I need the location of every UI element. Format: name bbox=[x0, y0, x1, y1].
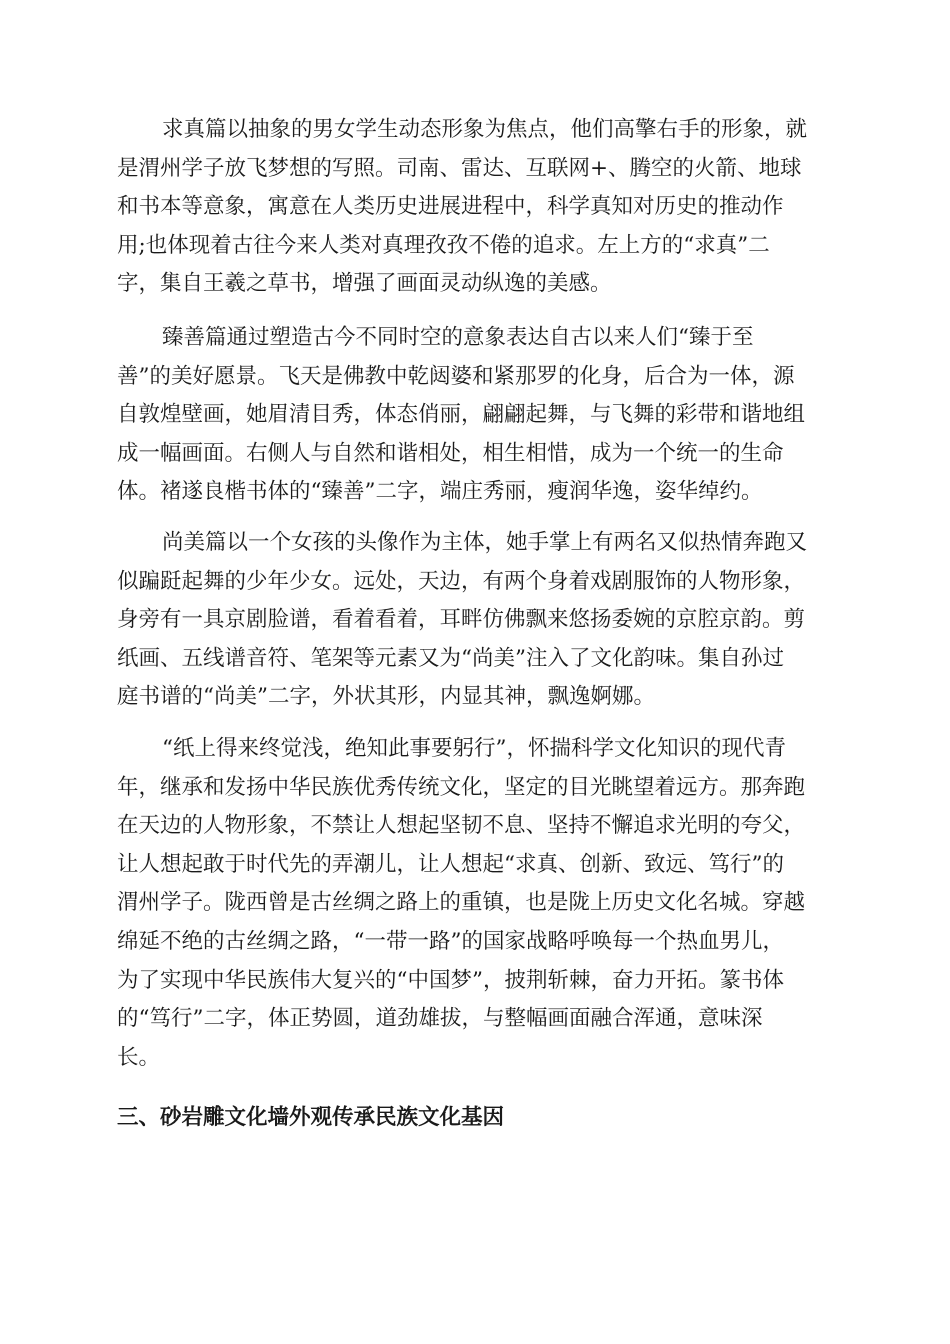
text-line: 让人想起敢于时代先的弄潮儿，让人想起“求真、创新、致远、笃行”的 bbox=[117, 851, 784, 877]
text-line: 身旁有一具京剧脸谱，看着看着，耳畔仿佛飘来悠扬委婉的京腔京韵。剪 bbox=[117, 607, 806, 633]
text-line: 长。 bbox=[117, 1044, 161, 1070]
text-line: 绵延不绝的古丝绸之路，“一带一路”的国家战略呼唤每一个热血男儿， bbox=[117, 928, 784, 954]
text-line: 在天边的人物形象，不禁让人想起坚韧不息、坚持不懈追求光明的夸父， bbox=[117, 813, 806, 839]
text-line: 自敦煌壁画，她眉清目秀，体态俏丽，翩翩起舞，与飞舞的彩带和谐地组 bbox=[117, 402, 806, 428]
text-line: 庭书谱的“尚美”二字，外状其形，内显其神，飘逸婀娜。 bbox=[117, 684, 655, 710]
text-line: 体。褚遂良楷书体的“臻善”二字，端庄秀丽，瘦润华逸，姿华绰约。 bbox=[117, 479, 763, 505]
paragraph-zhenshan bbox=[117, 319, 833, 512]
text-line: 为了实现中华民族伟大复兴的“中国梦”，披荆斩棘，奋力开拓。篆书体 bbox=[117, 967, 784, 993]
text-line: 求真篇以抽象的男女学生动态形象为焦点，他们高擎右手的形象，就 bbox=[162, 117, 808, 142]
text-line: 善”的美好愿景。飞天是佛教中乾闼婆和紧那罗的化身，后合为一体，源 bbox=[117, 363, 795, 389]
section-heading: 三、砂岩雕文化墙外观传承民族文化基因 bbox=[117, 1105, 505, 1130]
paragraph-duxing bbox=[117, 730, 833, 1077]
paragraph-shangmei bbox=[117, 524, 833, 717]
text-line: 年，继承和发扬中华民族优秀传统文化，坚定的目光眺望着远方。那奔跑 bbox=[117, 774, 806, 800]
text-line: 尚美篇以一个女孩的头像作为主体，她手掌上有两名又似热情奔跑又 bbox=[162, 530, 808, 555]
text-line: “纸上得来终觉浅，绝知此事要躬行”，怀揣科学文化知识的现代青 bbox=[162, 736, 786, 761]
text-line: 渭州学子。陇西曾是古丝绸之路上的重镇，也是陇上历史文化名城。穿越 bbox=[117, 890, 806, 916]
paragraph-qiuzhen bbox=[117, 111, 833, 304]
text-line: 臻善篇通过塑造古今不同时空的意象表达自古以来人们“臻于至 bbox=[162, 325, 754, 350]
text-line: 和书本等意象，寓意在人类历史进展进程中，科学真知对历史的推动作 bbox=[117, 194, 784, 220]
text-line: 纸画、五线谱音符、笔架等元素又为“尚美”注入了文化韵味。集自孙过 bbox=[117, 645, 784, 671]
text-line: 字，集自王羲之草书，增强了画面灵动纵逸的美感。 bbox=[117, 271, 612, 297]
text-line: 的“笃行”二字，体正势圆，道劲雄拔，与整幅画面融合浑通，意味深 bbox=[117, 1006, 763, 1032]
text-line: 用;也体现着古往今来人类对真理孜孜不倦的追求。左上方的“求真”二 bbox=[117, 232, 770, 258]
text-line: 似蹁跹起舞的少年少女。远处，天边，有两个身着戏剧服饰的人物形象， bbox=[117, 568, 806, 594]
text-line: 是渭州学子放飞梦想的写照。司南、雷达、互联网+、腾空的火箭、地球 bbox=[117, 155, 802, 181]
text-line: 成一幅画面。右侧人与自然和谐相处，相生相惜，成为一个统一的生命 bbox=[117, 440, 784, 466]
